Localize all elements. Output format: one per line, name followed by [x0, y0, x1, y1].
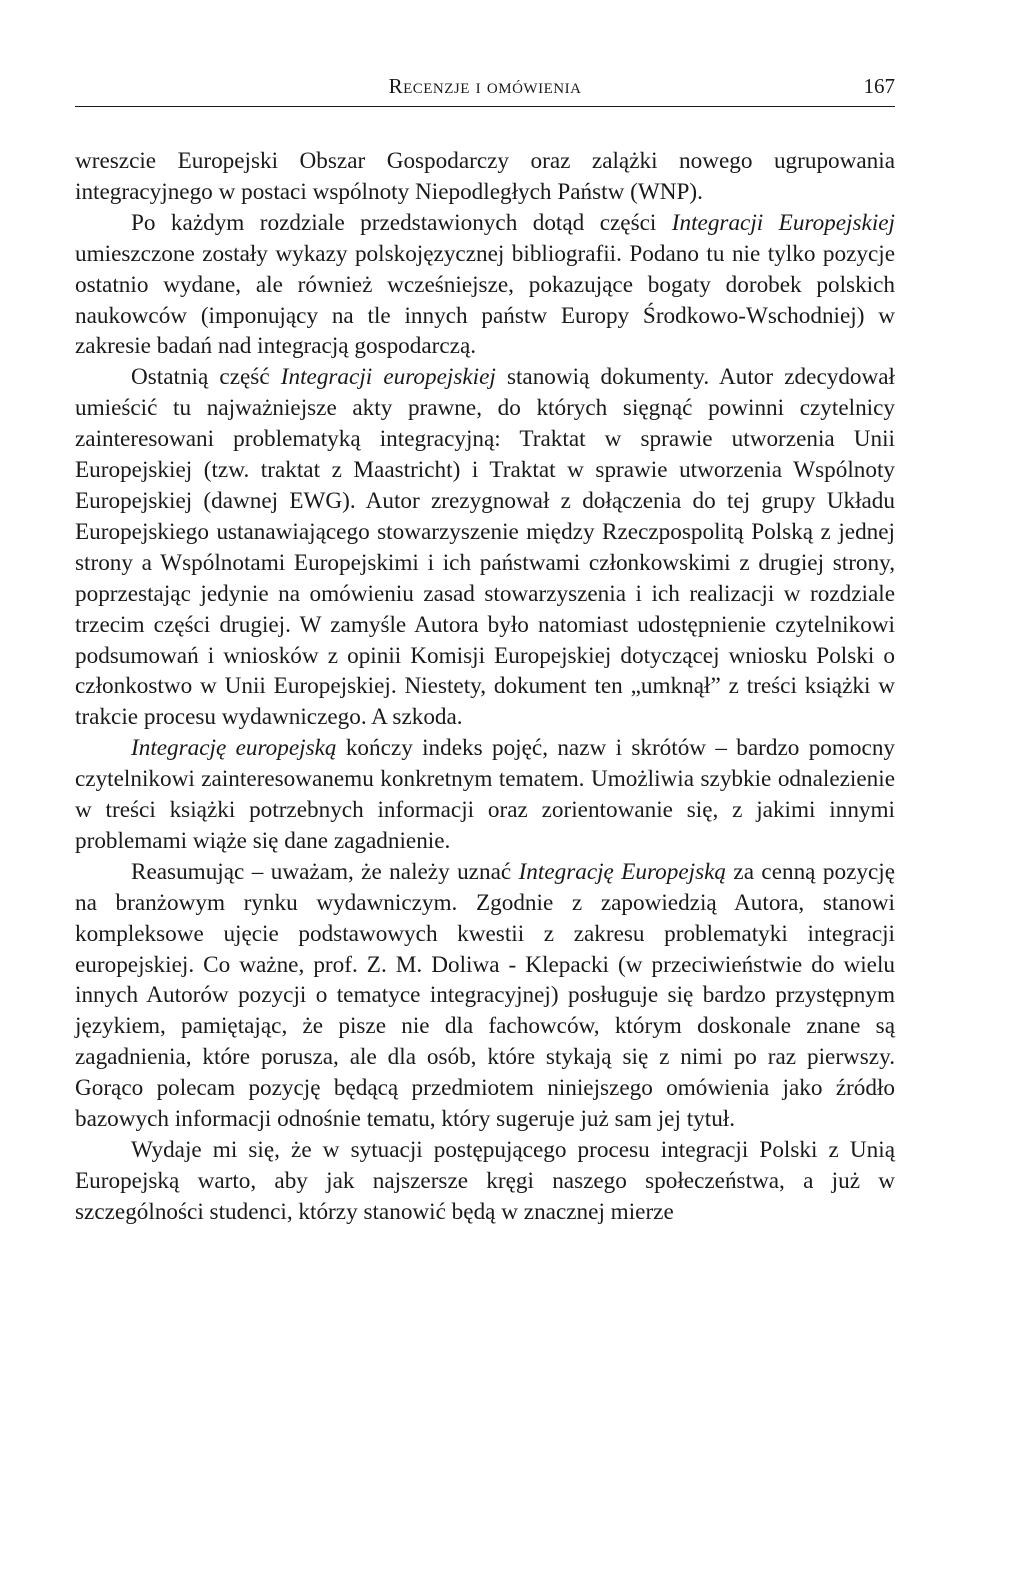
paragraph — [75, 733, 895, 857]
text-segment: kończy indeks pojęć, nazw i skrótów – bardzo pomocny czytelnikowi zainteresowanemu konkretnym tematem. Umożliwia szybkie odnalezienie w treści książki potrzebnych informacji oraz zorientowanie się, z jakimi innymi problemami wiąże się dane zagadnienie. — [75, 735, 896, 854]
text-segment: Ostatnią część — [131, 364, 281, 391]
paragraph — [75, 146, 895, 208]
book-title: Integracji Europejskiej — [671, 209, 895, 236]
paragraph — [75, 857, 895, 1135]
paragraph — [75, 208, 895, 363]
text-segment: za cenną pozycję na branżowym rynku wydawniczym. Zgodnie z zapowiedzią Autora, stanowi kompleksowe ujęcie podstawowych kwestii z zakresu problematyki integracji europejskiej. Co ważne, prof. Z. M. Doliwa - Klepacki (w przeciwieństwie do wielu innych Autorów pozycji o tematyce integracyjnej) posługuje się bardzo przystępnym językiem, pamiętając, że pisze nie dla fachowców, którym doskonale znane są zagadnienia, które porusza, ale dla osób, które stykają się z nimi po raz pierwszy. Gorąco polecam pozycję będącą przedmiotem niniejszego omówienia jako źródło bazowych informacji odnośnie tematu, który sugeruje już sam jej tytuł. — [75, 858, 895, 1133]
page-number: 167 — [863, 74, 895, 98]
text-segment: umieszczone zostały wykazy polskojęzycznej bibliografii. Podano tu nie tylko pozycje ostatnio wydane, ale również wcześniejsze, pokazujące bogaty dorobek polskich naukowców (imponujący na tle innych państw Europy Środkowo-Wschodniej) w zakresie badań nad integracją gospodarczą. — [75, 240, 895, 360]
paragraph — [75, 362, 895, 733]
book-title: Integrację Europejską — [518, 858, 727, 885]
text-segment: stanowią dokumenty. Autor zdecydował umieścić tu najważniejsze akty prawne, do których sięgnąć powinni czytelnicy zainteresowani problematyką integracyjną: Traktat w sprawie utworzenia Unii Europejskiej (tzw. traktat z Maastricht) i Traktat w sprawie utworzenia Wspólnoty Europejskiej (dawnej EWG). Autor zrezygnował z dołączenia do tej grupy Układu Europejskiego ustanawiającego stowarzyszenie między Rzeczpospolitą Polską z jednej strony a Wspólnotami Europejskimi i ich państwami członkowskimi z drugiej strony, poprzestając jedynie na omówieniu zasad stowarzyszenia i ich realizacji w rozdziale trzecim części drugiej. W zamyśle Autora było natomiast udostępnienie czytelnikowi podsumowań i wniosków z opinii Komisji Europejskiej dotyczącej wniosku Polski o członkostwo w Unii Europejskiej. Niestety, dokument ten „umknął” z treści książki w trakcie procesu wydawniczego. A szkoda. — [75, 364, 895, 731]
text-segment: wreszcie Europejski Obszar Gospodarczy oraz zalążki nowego ugrupowania integracyjnego w postaci wspólnoty Niepodległych Państw (WNP). — [75, 148, 895, 205]
book-title: Integracji europejskiej — [280, 364, 496, 391]
text-segment: Po każdym rozdziale przedstawionych dotąd części — [131, 209, 672, 236]
text-segment: Wydaje mi się, że w sytuacji postępującego procesu integracji Polski z Unią Europejską warto, aby jak najszersze kręgi naszego społeczeństwa, a już w szczególności studenci, którzy stanowić będą w znacznej mierze — [75, 1137, 895, 1225]
text-segment: Reasumując – uważam, że należy uznać — [131, 858, 519, 885]
body-text — [75, 146, 895, 1228]
paragraph — [75, 1135, 895, 1228]
book-title: Integrację europejską — [131, 735, 337, 762]
page-header — [75, 72, 895, 107]
running-title: Recenzje i omówienia — [388, 74, 582, 98]
